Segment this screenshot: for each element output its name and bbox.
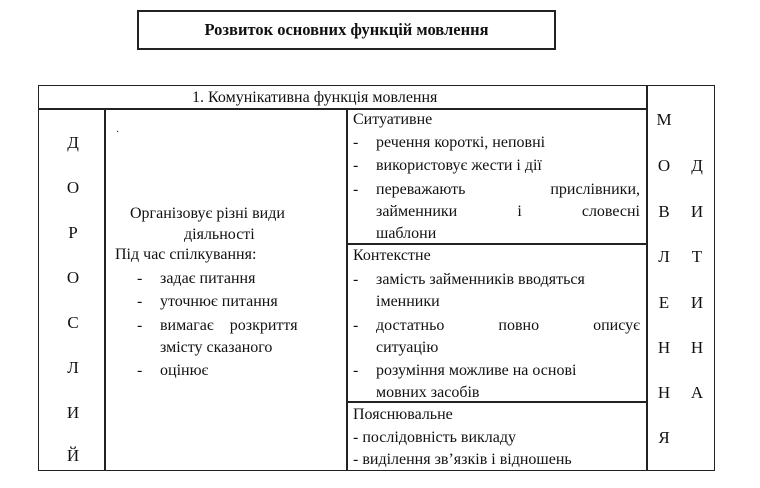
section-heading-situational: Ситуативне bbox=[353, 111, 433, 128]
vertical-letter: Р bbox=[68, 223, 78, 242]
page-title: Розвиток основних функцій мовлення bbox=[137, 10, 556, 50]
middle-text-line: Організовує різні види bbox=[130, 205, 285, 222]
list-item: вимагає розкриття bbox=[160, 317, 298, 334]
list-dash: - bbox=[137, 317, 143, 334]
right-column-divider bbox=[646, 85, 648, 471]
list-item: замість займенників вводяться bbox=[376, 271, 585, 288]
list-dash: - bbox=[137, 293, 143, 310]
vertical-letter: Л bbox=[658, 247, 670, 266]
word: прислівники, bbox=[550, 181, 640, 198]
vertical-letter: Й bbox=[66, 446, 80, 465]
word: словесні bbox=[581, 203, 640, 220]
list-item: речення короткі, неповні bbox=[376, 134, 546, 151]
list-item: - виділення зв’язків і відношень bbox=[353, 451, 572, 468]
vertical-letter: О bbox=[657, 156, 671, 175]
list-dash: - bbox=[137, 270, 143, 287]
list-dash: - bbox=[353, 157, 359, 174]
list-item: розуміння можливе на основі bbox=[376, 362, 577, 379]
vertical-letter: Т bbox=[691, 247, 703, 266]
vertical-letter: Д bbox=[691, 156, 703, 175]
vertical-letter: Л bbox=[67, 358, 79, 377]
word: і bbox=[517, 203, 522, 220]
list-dash: - bbox=[353, 134, 359, 151]
table-header: 1. Комунікативна функція мовлення bbox=[192, 89, 438, 106]
list-item-justified bbox=[376, 316, 640, 336]
vertical-letter: И bbox=[66, 403, 80, 422]
vertical-letter: С bbox=[67, 313, 79, 332]
tick-mark: · bbox=[116, 127, 120, 138]
list-dash: - bbox=[137, 362, 143, 379]
vertical-letter: М bbox=[656, 110, 672, 129]
list-item-continuation: шаблони bbox=[376, 225, 437, 242]
list-item: оцінює bbox=[160, 362, 209, 379]
list-item-justified bbox=[376, 180, 640, 200]
list-item: - послідовність викладу bbox=[353, 429, 517, 446]
list-dash: - bbox=[353, 317, 359, 334]
vertical-letter: Д bbox=[67, 133, 79, 152]
word: описує bbox=[593, 317, 640, 334]
list-dash: - bbox=[353, 362, 359, 379]
list-item: змісту сказаного bbox=[160, 339, 273, 356]
left-column-divider bbox=[104, 108, 106, 471]
middle-text-line: Під час спілкування: bbox=[115, 246, 257, 263]
list-dash: - bbox=[353, 181, 359, 198]
section-heading-explanatory: Пояснювальне bbox=[353, 406, 453, 423]
vertical-letter: Н bbox=[657, 383, 671, 402]
middle-column-divider bbox=[346, 108, 348, 471]
vertical-letter: О bbox=[66, 178, 80, 197]
vertical-letter: О bbox=[66, 268, 80, 287]
vertical-letter: Н bbox=[657, 338, 671, 357]
list-dash: - bbox=[353, 271, 359, 288]
list-item-continuation: ситуацію bbox=[376, 339, 439, 356]
vertical-letter: Н bbox=[690, 338, 704, 357]
vertical-letter: И bbox=[690, 202, 704, 221]
list-item: використовує жести і дії bbox=[376, 157, 542, 174]
list-item: уточнює питання bbox=[160, 293, 278, 310]
list-item-continuation: іменники bbox=[376, 293, 440, 310]
middle-text-line: діяльності bbox=[184, 226, 255, 243]
word: повно bbox=[498, 317, 540, 334]
vertical-letter: Е bbox=[658, 293, 670, 312]
list-item: задає питання bbox=[160, 270, 256, 287]
list-item-justified bbox=[376, 202, 640, 222]
word: переважають bbox=[376, 181, 466, 198]
word: достатньо bbox=[376, 317, 445, 334]
vertical-letter: А bbox=[690, 383, 704, 402]
vertical-letter: И bbox=[690, 293, 704, 312]
section-heading-contextual: Контекстне bbox=[353, 247, 431, 264]
word: займенники bbox=[376, 203, 458, 220]
vertical-letter: Я bbox=[658, 428, 670, 447]
header-divider bbox=[38, 108, 647, 110]
vertical-letter: В bbox=[658, 202, 670, 221]
list-item-continuation: мовних засобів bbox=[376, 384, 480, 401]
